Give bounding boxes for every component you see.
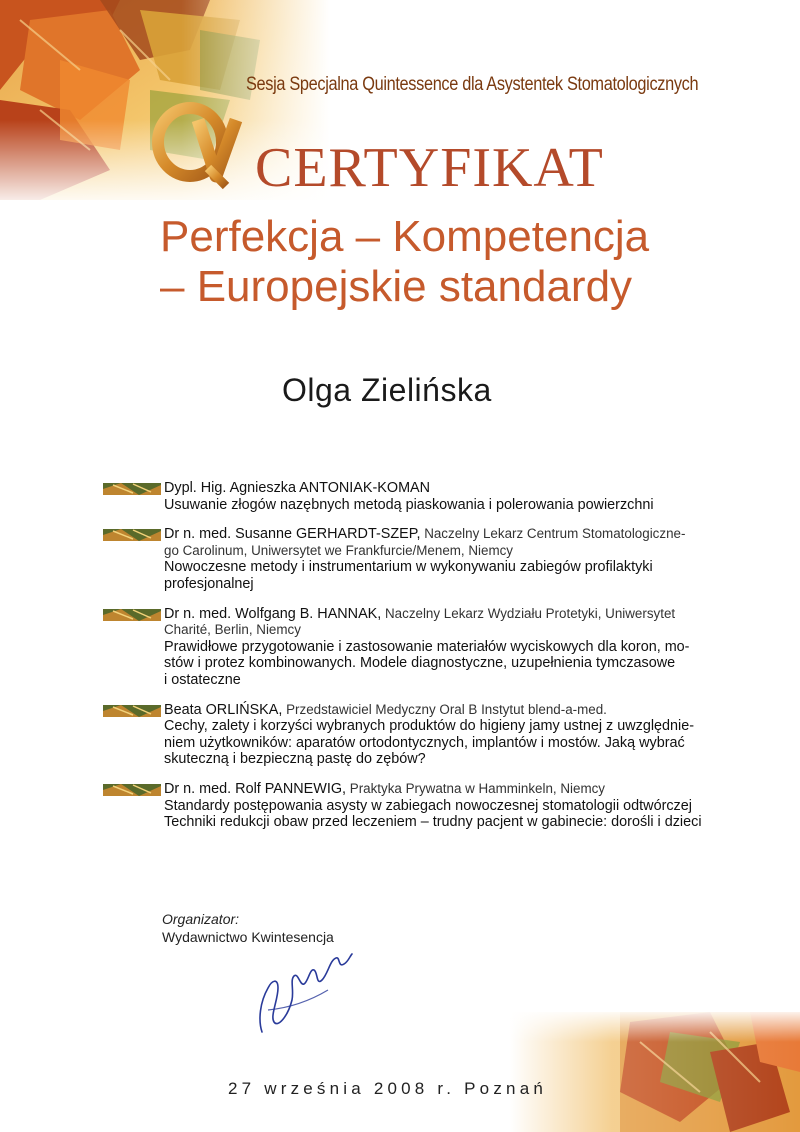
- speaker-name: Beata ORLIŃSKA,: [164, 701, 283, 718]
- speaker-name: Dr n. med. Wolfgang B. HANNAK,: [164, 605, 382, 622]
- subtitle-line-1: Perfekcja – Kompetencja: [160, 212, 650, 261]
- leaf-bullet-icon: [103, 483, 161, 495]
- lecture-topic-line: Usuwanie złogów nazębnych metodą piaskowania i polerowania powierzchni: [164, 496, 654, 513]
- lecture-list: [103, 480, 783, 844]
- speaker-affiliation: Praktyka Prywatna w Hamminkeln, Niemcy: [346, 780, 606, 796]
- speaker-affiliation-cont: Charité, Berlin, Niemcy: [164, 622, 301, 638]
- quintessence-logo: [150, 92, 250, 192]
- lecture-topic-line: i ostateczne: [164, 671, 241, 688]
- event-series-title: Sesja Specjalna Quintessence dla Asystentek Stomatologicznych: [246, 74, 699, 95]
- organizer-name: Wydawnictwo Kwintesencja: [162, 929, 334, 945]
- speaker-affiliation-cont: go Carolinum, Uniwersytet we Frankfurcie/Menem, Niemcy: [164, 542, 514, 558]
- leaf-bullet-icon: [103, 784, 161, 796]
- lecture-topic-line: Cechy, zalety i korzyści wybranych produktów do higieny jamy ustnej z uwzględnie-: [164, 718, 695, 735]
- recipient-name: Olga Zielińska: [282, 372, 492, 408]
- lecture-item: [103, 702, 783, 768]
- handwritten-signature: [248, 950, 358, 1040]
- lecture-topic-line: stów i protez kombinowanych. Modele diagnostyczne, uzupełnienia tymczasowe: [164, 655, 676, 672]
- lecture-item: [103, 606, 783, 689]
- lecture-topic-line: Techniki redukcji obaw przed leczeniem – trudny pacjent w gabinecie: dorośli i dzieci: [164, 814, 702, 831]
- certificate-title: CERTYFIKAT: [255, 137, 604, 199]
- lecture-topic-line: Prawidłowe przygotowanie i zastosowanie materiałów wyciskowych dla koron, mo-: [164, 638, 690, 655]
- lecture-topic-line: niem użytkowników: aparatów ortodontycznych, implantów i mostów. Jaką wybrać: [164, 734, 685, 751]
- lecture-topic-line: skuteczną i bezpieczną pastę do zębów?: [164, 751, 426, 768]
- lecture-topic-line: Standardy postępowania asysty w zabiegach nowoczesnej stomatologii odtwórczej: [164, 797, 692, 814]
- organizer-label: Organizator:: [162, 911, 240, 927]
- lecture-item: [103, 781, 783, 831]
- leaf-bullet-icon: [103, 705, 161, 717]
- lecture-item: [103, 480, 783, 513]
- leaf-bullet-icon: [103, 529, 161, 541]
- subtitle-line-2: – Europejskie standardy: [160, 262, 633, 311]
- lecture-topic-line: Nowoczesne metody i instrumentarium w wykonywaniu zabiegów profilaktyki: [164, 559, 653, 576]
- date-and-place: 27 września 2008 r. Poznań: [228, 1079, 548, 1098]
- lecture-item: [103, 526, 783, 592]
- autumn-leaves-image-bottom: [510, 1012, 800, 1132]
- speaker-affiliation: Naczelny Lekarz Centrum Stomatologiczne-: [420, 526, 686, 542]
- certificate-subtitle: [160, 212, 649, 312]
- speaker-name: Dypl. Hig. Agnieszka ANTONIAK-KOMAN: [164, 480, 431, 496]
- speaker-affiliation: Przedstawiciel Medyczny Oral B Instytut blend-a-med.: [282, 701, 607, 717]
- speaker-name: Dr n. med. Rolf PANNEWIG,: [164, 780, 347, 797]
- speaker-affiliation: Naczelny Lekarz Wydziału Protetyki, Uniwersytet: [381, 605, 676, 621]
- leaf-bullet-icon: [103, 609, 161, 621]
- speaker-name: Dr n. med. Susanne GERHARDT-SZEP,: [164, 526, 421, 543]
- lecture-topic-line: profesjonalnej: [164, 575, 254, 592]
- organizer-block: [162, 910, 334, 946]
